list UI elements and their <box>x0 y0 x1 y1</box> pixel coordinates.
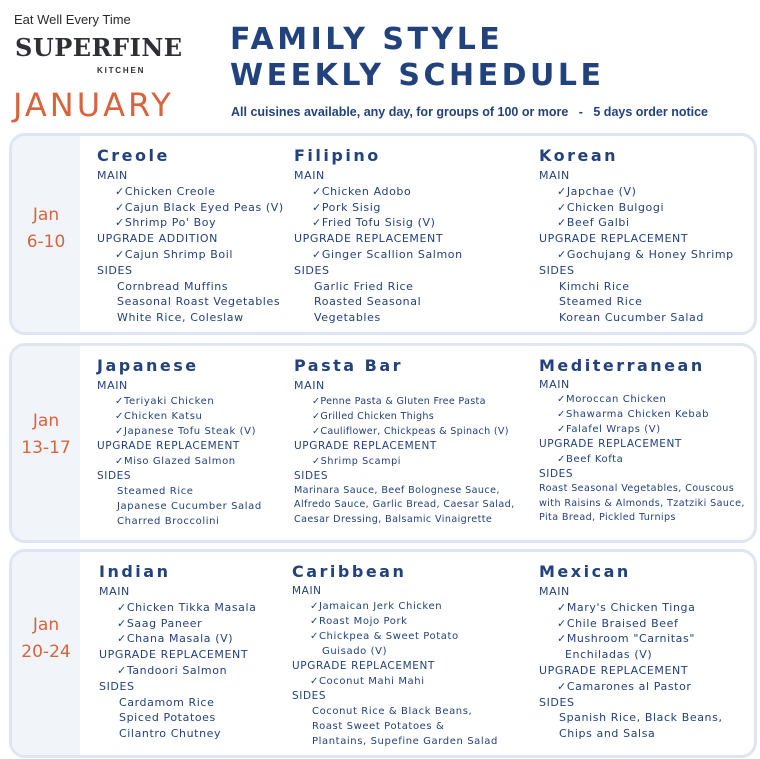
section-label: UPGRADE ADDITION <box>97 232 219 246</box>
menu-item: ✓Japanese Tofu Steak (V) <box>115 425 257 437</box>
menu-item: ✓Cajun Shrimp Boil <box>115 247 234 261</box>
date-range: 20-24 <box>21 642 71 662</box>
side-item: Steamed Rice <box>117 485 194 497</box>
menu-item-continued: Guisado (V) <box>322 646 388 657</box>
menu-item-continued: Enchiladas (V) <box>565 648 653 662</box>
week-date <box>12 202 80 256</box>
menu-item: ✓Miso Glazed Salmon <box>115 455 236 467</box>
section-label: UPGRADE REPLACEMENT <box>99 648 249 662</box>
menu-item: ✓Beef Galbi <box>557 216 630 230</box>
cuisine-column <box>97 356 297 529</box>
section-label: UPGRADE REPLACEMENT <box>539 438 682 450</box>
week-date <box>12 612 80 666</box>
section-label: UPGRADE REPLACEMENT <box>539 232 689 246</box>
cuisine-name: Korean <box>539 146 619 165</box>
menu-item: ✓Chana Masala (V) <box>117 632 234 646</box>
menu-item: ✓Cauliflower, Chickpeas & Spinach (V) <box>312 425 509 437</box>
menu-item: ✓Cajun Black Eyed Peas (V) <box>115 200 284 214</box>
menu-item: ✓Chicken Tikka Masala <box>117 600 257 614</box>
cuisine-name: Filipino <box>294 146 381 165</box>
side-item: Spanish Rice, Black Beans, <box>559 711 723 725</box>
side-item: Spiced Potatoes <box>119 711 216 725</box>
side-item: Kimchi Rice <box>559 279 630 293</box>
section-label: MAIN <box>292 585 322 597</box>
menu-item: ✓Grilled Chicken Thighs <box>312 410 435 422</box>
page-subtitle: All cuisines available, any day, for groups of 100 or more - 5 days order notice <box>231 105 709 119</box>
side-item: Chips and Salsa <box>559 727 656 741</box>
date-month: Jan <box>32 205 60 225</box>
cuisine-column <box>539 562 749 742</box>
side-item: Steamed Rice <box>559 295 643 309</box>
cuisine-column <box>294 356 539 527</box>
side-item: Charred Broccolini <box>117 515 220 527</box>
menu-item: ✓Camarones al Pastor <box>557 679 692 693</box>
week-card <box>9 133 757 335</box>
superfine-kitchen-logo <box>15 33 183 80</box>
section-label: SIDES <box>539 468 574 480</box>
title-line-1: FAMILY STYLE <box>230 22 504 57</box>
side-item: White Rice, Coleslaw <box>117 311 244 325</box>
section-label: UPGRADE REPLACEMENT <box>539 663 689 677</box>
section-label: SIDES <box>539 695 575 709</box>
section-label: MAIN <box>539 585 570 598</box>
section-label: SIDES <box>294 469 329 482</box>
date-range: 13-17 <box>21 438 71 458</box>
menu-item: ✓Saag Paneer <box>117 616 203 630</box>
cuisine-column <box>294 146 534 326</box>
menu-item: ✓Roast Mojo Pork <box>310 616 408 627</box>
section-label: MAIN <box>539 169 570 182</box>
side-item: Roasted Seasonal <box>314 295 422 309</box>
month-heading: JANUARY <box>13 86 174 124</box>
section-label: UPGRADE REPLACEMENT <box>294 232 444 246</box>
section-label: SIDES <box>292 690 327 702</box>
section-label: MAIN <box>294 379 325 392</box>
side-item: Seasonal Roast Vegetables <box>117 295 281 309</box>
cuisine-column <box>97 146 297 326</box>
menu-item: ✓Teriyaki Chicken <box>115 395 215 407</box>
section-label: MAIN <box>294 169 325 182</box>
menu-item: ✓Shrimp Scampi <box>312 455 402 467</box>
date-range: 6-10 <box>26 232 66 252</box>
menu-item: ✓Chile Braised Beef <box>557 616 679 630</box>
side-item: Vegetables <box>314 311 381 325</box>
section-label: SIDES <box>294 263 330 277</box>
menu-item: ✓Mushroom "Carnitas" <box>557 632 696 646</box>
cuisine-name: Indian <box>99 562 171 581</box>
week-date <box>12 408 80 462</box>
date-month: Jan <box>32 411 60 431</box>
menu-item: ✓Beef Kofta <box>557 454 624 465</box>
cuisine-column <box>539 356 749 526</box>
section-label: SIDES <box>99 679 135 693</box>
side-item: Coconut Rice & Black Beans, <box>312 706 473 717</box>
section-label: MAIN <box>539 378 570 391</box>
cuisine-name: Mexican <box>539 562 631 581</box>
logo-subtext: KITCHEN <box>97 66 146 75</box>
cuisine-name: Japanese <box>97 356 199 375</box>
section-label: MAIN <box>97 169 128 182</box>
menu-item: ✓Pork Sisig <box>312 200 381 214</box>
side-items-text: Roast Seasonal Vegetables, Couscous with Raisins & Almonds, Tzatziki Sauce, Pita Bread, Pickled Turnips <box>539 483 745 523</box>
section-label: UPGRADE REPLACEMENT <box>292 660 435 672</box>
menu-item: ✓Penne Pasta & Gluten Free Pasta <box>312 395 486 407</box>
cuisine-name: Mediterranean <box>539 356 705 375</box>
menu-item: ✓Jamaican Jerk Chicken <box>310 601 443 612</box>
week-card <box>9 343 757 543</box>
menu-item: ✓Chicken Bulgogi <box>557 200 665 214</box>
menu-item: ✓Chickpea & Sweet Potato <box>310 631 459 642</box>
cuisine-name: Caribbean <box>292 562 407 581</box>
section-label: SIDES <box>97 469 132 482</box>
menu-item: ✓Chicken Katsu <box>115 410 203 422</box>
menu-item: ✓Chicken Adobo <box>312 184 412 198</box>
menu-item: ✓Gochujang & Honey Shrimp <box>557 247 734 261</box>
week-card <box>9 549 757 758</box>
cuisine-column <box>99 562 299 742</box>
side-item: Cardamom Rice <box>119 695 215 709</box>
date-month: Jan <box>32 615 60 635</box>
menu-item: ✓Moroccan Chicken <box>557 394 667 405</box>
side-item: Cilantro Chutney <box>119 727 222 741</box>
section-label: SIDES <box>97 263 133 277</box>
side-item: Roast Sweet Potatoes & <box>312 721 445 732</box>
logo-wordmark: SUPERFINE <box>15 33 183 62</box>
section-label: MAIN <box>97 379 128 392</box>
menu-item: ✓Coconut Mahi Mahi <box>310 676 425 687</box>
section-label: SIDES <box>539 263 575 277</box>
side-item: Garlic Fried Rice <box>314 279 414 293</box>
cuisine-column <box>292 562 537 749</box>
menu-item: ✓Falafel Wraps (V) <box>557 424 661 435</box>
side-item: Plantains, Supefine Garden Salad <box>312 736 498 747</box>
cuisine-name: Pasta Bar <box>294 356 404 375</box>
side-item: Japanese Cucumber Salad <box>117 500 262 512</box>
side-item: Cornbread Muffins <box>117 279 229 293</box>
cuisine-name: Creole <box>97 146 170 165</box>
section-label: MAIN <box>99 585 130 598</box>
menu-item: ✓Ginger Scallion Salmon <box>312 247 463 261</box>
menu-item: ✓Fried Tofu Sisig (V) <box>312 216 436 230</box>
title-line-2: WEEKLY SCHEDULE <box>230 58 605 93</box>
menu-item: ✓Mary's Chicken Tinga <box>557 600 696 614</box>
side-items-text: Marinara Sauce, Beef Bolognese Sauce, Alfredo Sauce, Garlic Bread, Caesar Salad, Caesar Dressing, Balsamic Vinaigrette <box>294 484 515 525</box>
page-title <box>230 22 605 94</box>
menu-item: ✓Japchae (V) <box>557 184 637 198</box>
menu-item: ✓Chicken Creole <box>115 184 216 198</box>
cuisine-column <box>539 146 749 326</box>
tagline: Eat Well Every Time <box>14 12 131 27</box>
side-item: Korean Cucumber Salad <box>559 311 704 325</box>
section-label: UPGRADE REPLACEMENT <box>97 439 240 452</box>
section-label: UPGRADE REPLACEMENT <box>294 439 437 452</box>
menu-item: ✓Shawarma Chicken Kebab <box>557 409 710 420</box>
menu-item: ✓Shrimp Po' Boy <box>115 216 217 230</box>
menu-item: ✓Tandoori Salmon <box>117 663 228 677</box>
